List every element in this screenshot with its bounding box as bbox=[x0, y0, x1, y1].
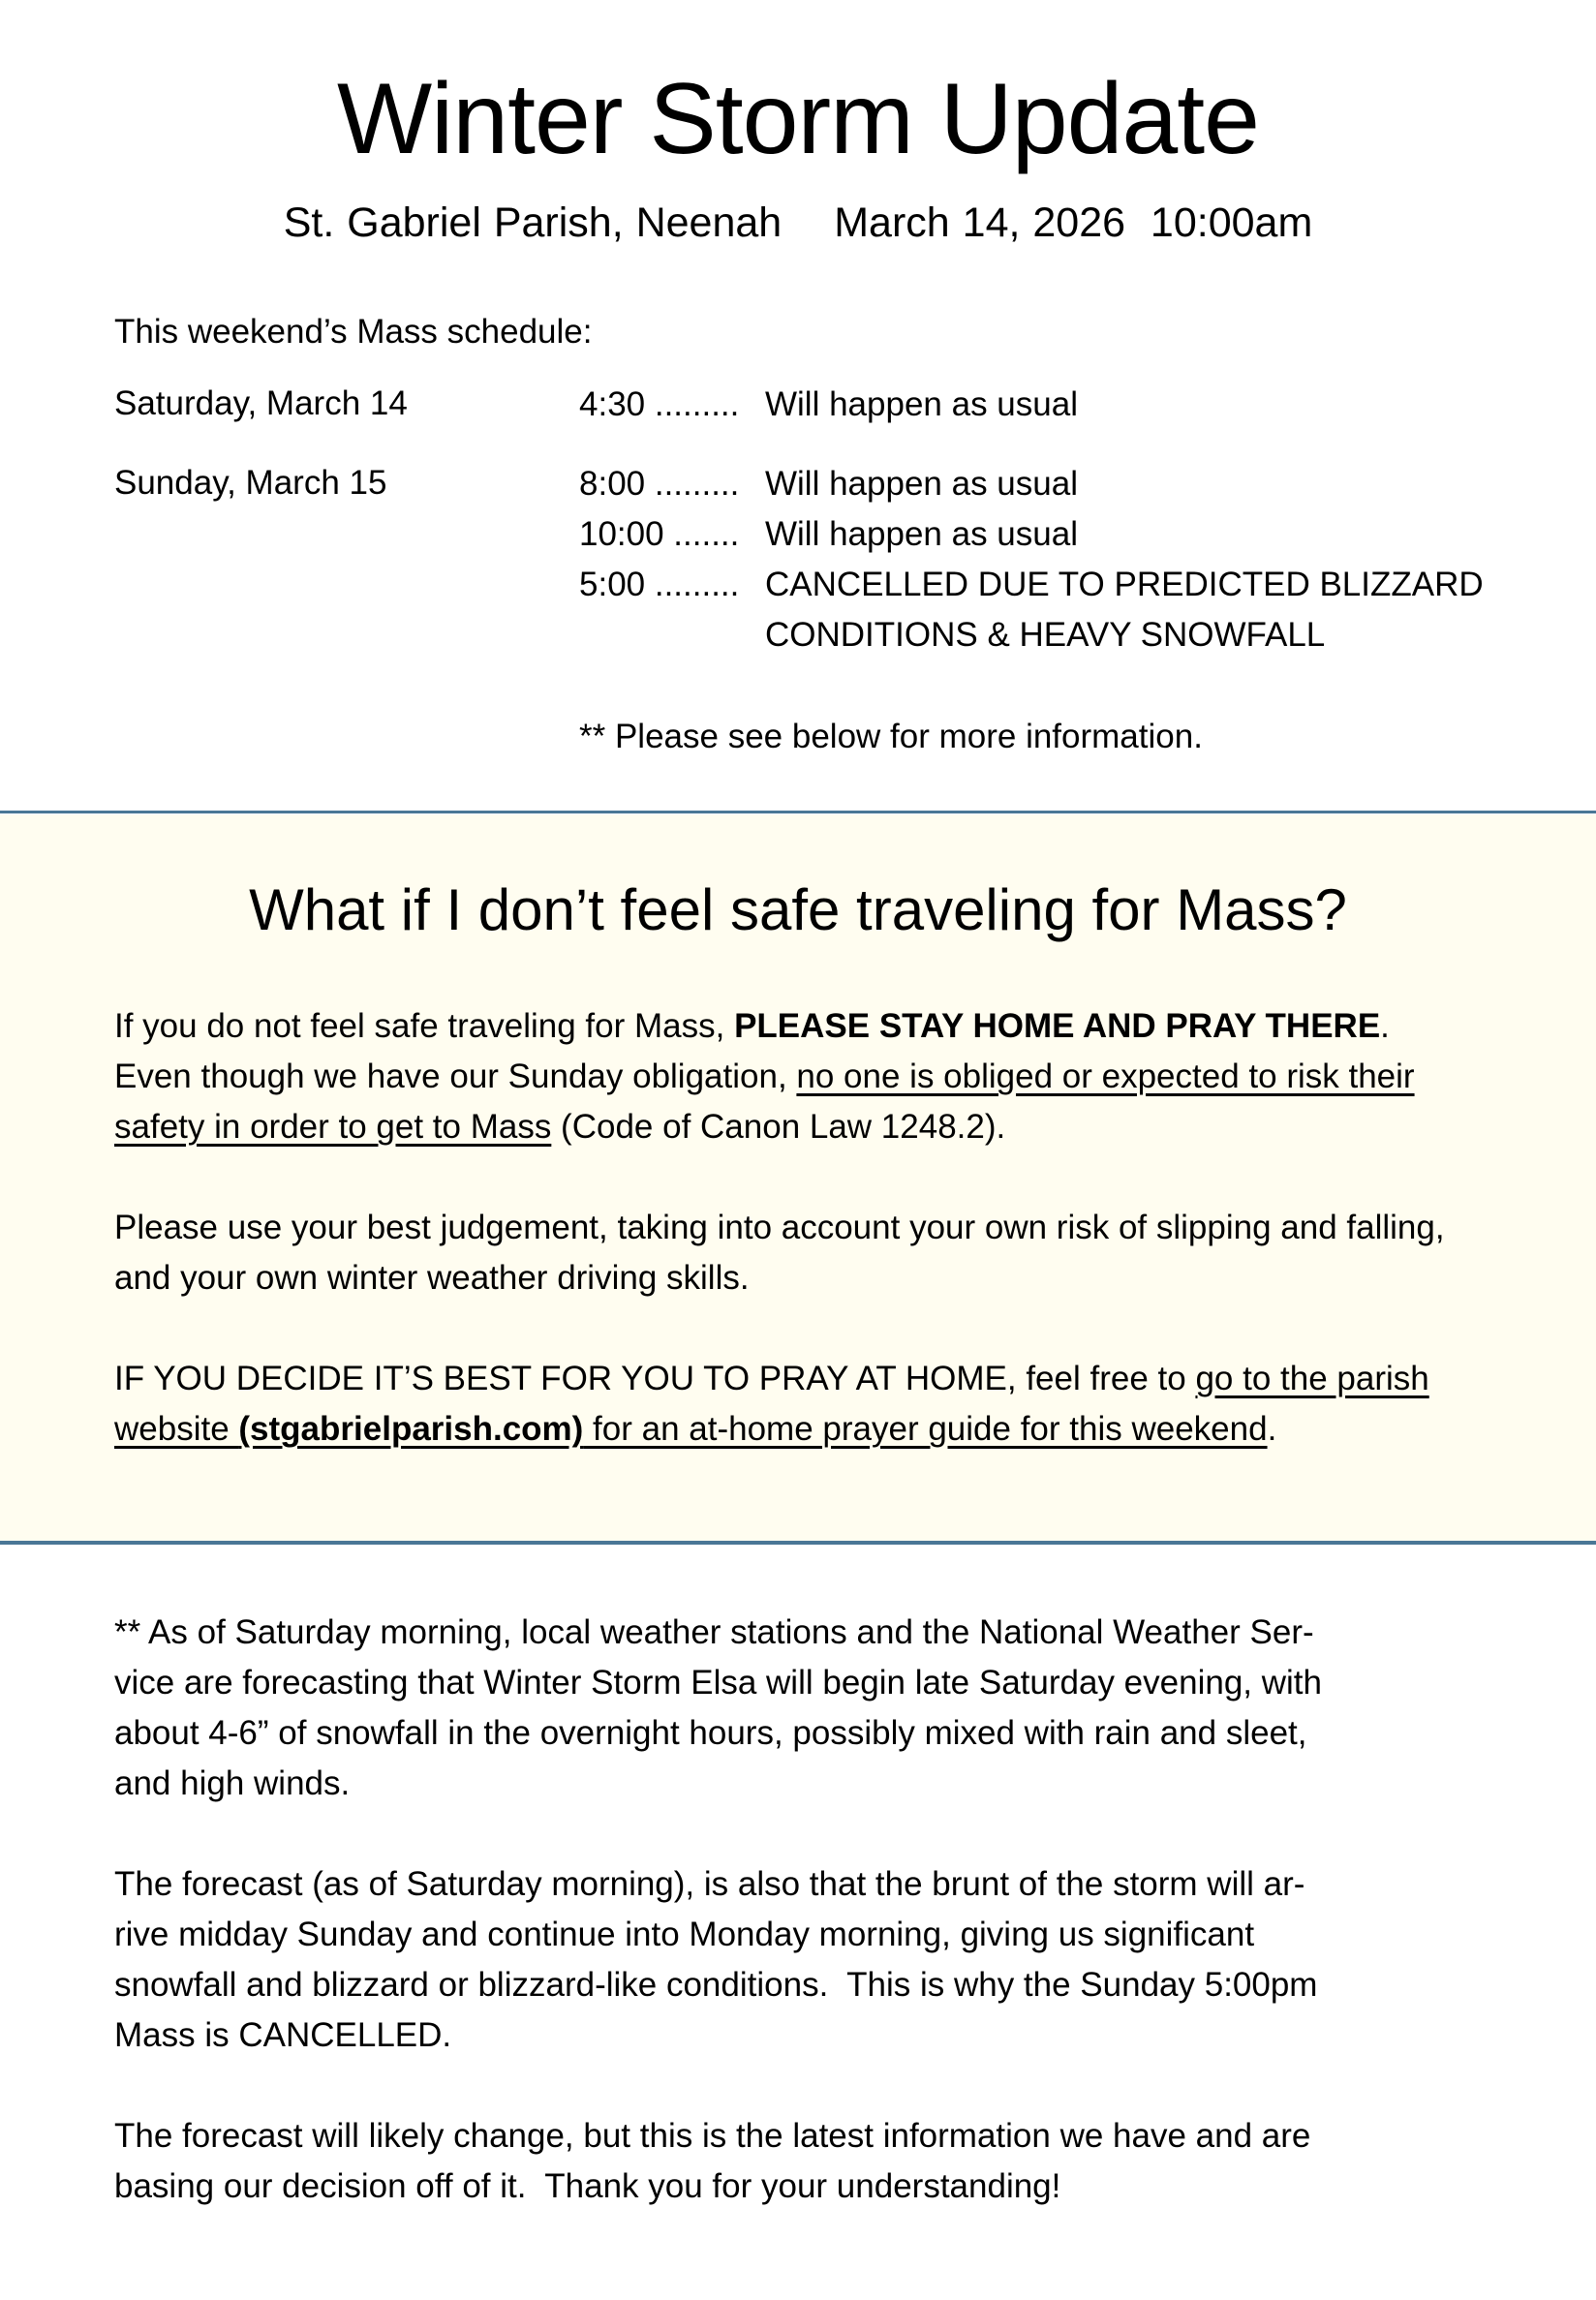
slot-status: Will happen as usual bbox=[765, 385, 1078, 423]
safety-heading: What if I don’t feel safe traveling for Mass? bbox=[249, 877, 1347, 942]
schedule-day-sunday: Sunday, March 15 bbox=[114, 464, 387, 502]
forecast-line: about 4-6” of snowfall in the overnight hours, possibly mixed with rain and sleet, bbox=[114, 1714, 1307, 1752]
p3-link-a[interactable]: go to the parish website bbox=[114, 1360, 1429, 1448]
update-datetime: March 14, 2026 10:00am bbox=[834, 199, 1313, 246]
forecast-line: vice are forecasting that Winter Storm Elsa will begin late Saturday evening, with bbox=[114, 1664, 1322, 1702]
forecast-line: rive midday Sunday and continue into Monday morning, giving us significant bbox=[114, 1916, 1255, 1953]
schedule-slots-sunday bbox=[579, 459, 1596, 660]
slot-time: 5:00 ......... bbox=[579, 566, 740, 603]
forecast-line: snowfall and blizzard or blizzard-like conditions. This is why the Sunday 5:00pm bbox=[114, 1966, 1318, 2004]
forecast-line: basing our decision off of it. Thank you for your understanding! bbox=[114, 2167, 1061, 2205]
p3-link-url[interactable]: (stgabrielparish.com) bbox=[238, 1410, 584, 1448]
schedule-slot bbox=[579, 509, 1596, 560]
schedule-slot bbox=[579, 560, 1596, 660]
page-title: Winter Storm Update bbox=[337, 63, 1259, 175]
p1-bold: PLEASE STAY HOME AND PRAY THERE bbox=[734, 1007, 1381, 1045]
slot-status-cancelled: CANCELLED DUE TO PREDICTED BLIZZARD CONDITIONS & HEAVY SNOWFALL bbox=[765, 566, 1484, 654]
schedule-day-saturday: Saturday, March 14 bbox=[114, 384, 408, 422]
forecast-paragraph-2 bbox=[114, 1859, 1528, 2061]
slot-time: 8:00 ......... bbox=[579, 465, 740, 503]
forecast-line: Mass is CANCELLED. bbox=[114, 2016, 452, 2054]
forecast-paragraph-1 bbox=[114, 1608, 1528, 1809]
p3-text-b: . bbox=[1267, 1410, 1277, 1448]
forecast-line: ** As of Saturday morning, local weather stations and the National Weather Ser- bbox=[114, 1613, 1314, 1651]
divider-bottom bbox=[0, 1541, 1596, 1545]
schedule-note: ** Please see below for more information. bbox=[579, 718, 1203, 755]
safety-paragraph-1 bbox=[114, 1001, 1489, 1152]
p1-text-b: . bbox=[1380, 1007, 1390, 1045]
parish-name: St. Gabriel Parish, Neenah bbox=[283, 199, 783, 246]
forecast-line: The forecast (as of Saturday morning), is also that the brunt of the storm will ar- bbox=[114, 1865, 1305, 1903]
p1-text-d: (Code of Canon Law 1248.2). bbox=[551, 1108, 1006, 1146]
schedule-slots-saturday bbox=[579, 380, 1596, 430]
p3-text-a: IF YOU DECIDE IT’S BEST FOR YOU TO PRAY AT HOME, feel free to bbox=[114, 1360, 1196, 1397]
slot-status: Will happen as usual bbox=[765, 465, 1078, 503]
slot-time: 4:30 ......... bbox=[579, 385, 740, 423]
schedule-intro: This weekend’s Mass schedule: bbox=[114, 313, 593, 351]
forecast-paragraph-3 bbox=[114, 2111, 1528, 2212]
p3-link-b[interactable]: for an at-home prayer guide for this weekend bbox=[583, 1410, 1268, 1448]
safety-paragraph-2: Please use your best judgement, taking into account your own risk of slipping and falling, and your own winter weather driving skills. bbox=[114, 1209, 1445, 1297]
forecast-line: The forecast will likely change, but this is the latest information we have and are bbox=[114, 2117, 1311, 2155]
p1-text-a: If you do not feel safe traveling for Mass, bbox=[114, 1007, 735, 1045]
p1-text-c: Even though we have our Sunday obligation, bbox=[114, 1058, 797, 1095]
divider-top bbox=[0, 811, 1596, 813]
slot-time: 10:00 ....... bbox=[579, 515, 740, 553]
schedule-slot bbox=[579, 459, 1596, 509]
subtitle bbox=[0, 194, 1596, 252]
p1-underlined: no one is obliged or expected to risk their safety in order to get to Mass bbox=[114, 1058, 1415, 1146]
safety-paragraph-3 bbox=[114, 1354, 1489, 1455]
slot-status: Will happen as usual bbox=[765, 515, 1078, 553]
forecast-line: and high winds. bbox=[114, 1764, 351, 1802]
schedule-slot bbox=[579, 380, 1596, 430]
